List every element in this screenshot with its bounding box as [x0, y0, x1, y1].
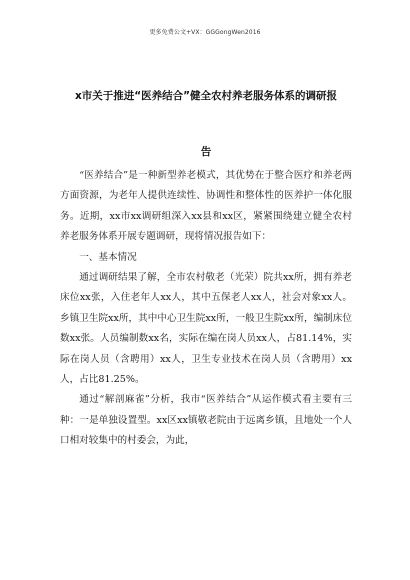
document-body	[60, 166, 352, 452]
document-title	[60, 68, 352, 180]
title-line-2: 告	[200, 146, 212, 158]
intro-paragraph: “医养结合”是一种新型养老模式，其优势在于整合医疗和养老两方面资源，为老年人提供连续性、协调性和整体性的医养护一体化服务。近期，xx市xx调研组深入xx县和xx区，紧紧围绕建立健全农村养老服务体系开展专题调研，现将情况报告如下：	[60, 170, 352, 243]
paragraph-basic-situation: 通过调研结果了解，全市农村敬老（光荣）院共xx所，拥有养老床位xx张，入住老年人xx人，其中五保老人xx人，社会对象xx人。乡镇卫生院xx所，其中中心卫生院xx所，一般卫生院xx所，编制床位数xx张。人员编制数xx名，实际在编在岗人员xx人，占81.14%，实际在岗人员（含聘用）xx人，卫生专业技术在岗人员（含聘用）xx人，占比81.25%。	[60, 272, 352, 386]
section-heading-1: 一、基本情况	[79, 251, 137, 263]
header-note: 更多免费公文+VX：GGGongWen2016	[149, 29, 261, 36]
paragraph-operation-modes: 通过“解剖麻雀”分析，我市“医养结合”从运作模式看主要有三种：一是单独设置型。xx区xx镇敬老院由于远离乡镇，且地处一个人口相对较集中的村委会，为此，	[60, 394, 352, 447]
title-line-1: x市关于推进“医养结合”健全农村养老服务体系的调研报	[74, 90, 338, 102]
